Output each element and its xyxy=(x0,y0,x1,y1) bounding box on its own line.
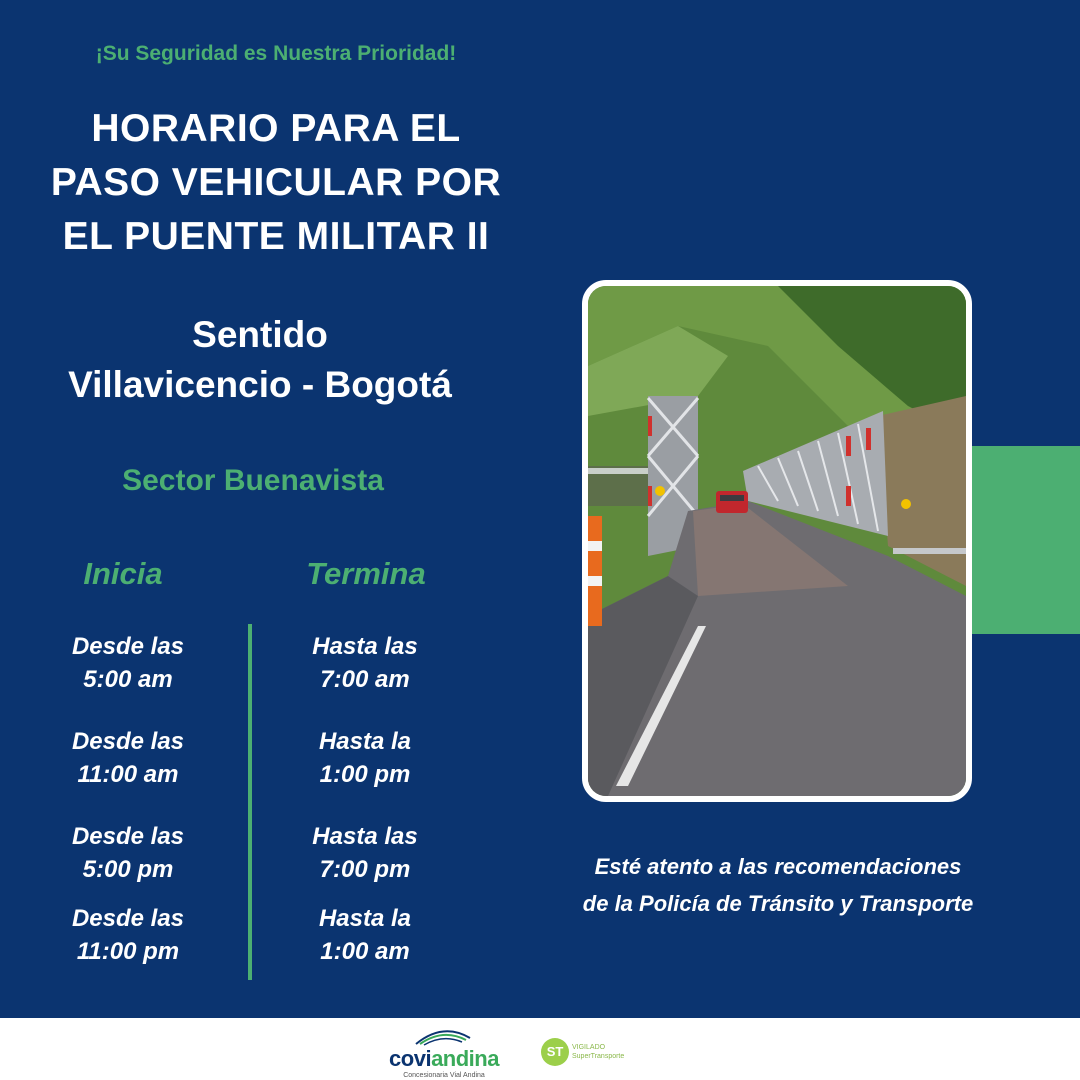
sector-label: Sector Buenavista xyxy=(122,464,384,497)
end-label: Hasta las xyxy=(312,633,418,660)
end-label: Hasta la xyxy=(318,905,412,932)
brand-name xyxy=(374,1046,514,1072)
end-label: Hasta la xyxy=(318,728,412,755)
brand-name-part1: covi xyxy=(389,1046,432,1071)
tagline: ¡Su Seguridad es Nuestra Prioridad! xyxy=(95,42,457,65)
bridge-photo xyxy=(582,280,972,802)
end-time: 1:00 am xyxy=(320,938,410,965)
decorative-green-bar xyxy=(972,446,1080,634)
supertransporte-text xyxy=(572,1043,624,1061)
main-title xyxy=(0,102,552,264)
start-time: 5:00 pm xyxy=(82,856,174,883)
title-line: HORARIO PARA EL xyxy=(91,107,461,150)
footer-bar xyxy=(0,1018,1080,1080)
end-time-1 xyxy=(255,630,475,696)
start-column-header: Inicia xyxy=(83,556,163,591)
start-label: Desde las xyxy=(71,728,185,755)
brand-name-part2: andina xyxy=(431,1046,499,1071)
bridge-photo-illustration xyxy=(588,286,966,796)
end-time: 1:00 pm xyxy=(319,761,411,788)
start-label: Desde las xyxy=(71,905,185,932)
start-time-4 xyxy=(18,902,238,968)
start-label: Desde las xyxy=(71,633,185,660)
st-line2: SuperTransporte xyxy=(572,1053,625,1060)
title-line: PASO VEHICULAR POR xyxy=(50,161,502,204)
start-time: 11:00 am xyxy=(77,761,179,788)
start-time: 11:00 pm xyxy=(76,938,180,965)
end-time: 7:00 am xyxy=(320,666,410,693)
notice-line: de la Policía de Tránsito y Transporte xyxy=(582,891,974,916)
logo-arcs-icon xyxy=(414,1026,472,1046)
supertransporte-badge-icon: ST xyxy=(541,1038,569,1066)
coviandina-logo xyxy=(374,1026,514,1079)
title-line: EL PUENTE MILITAR II xyxy=(62,215,490,258)
end-time-4 xyxy=(255,902,475,968)
notice-text xyxy=(548,848,1008,922)
direction-heading xyxy=(0,310,520,410)
end-column-header: Termina xyxy=(306,556,426,591)
start-time-2 xyxy=(18,725,238,791)
start-time-1 xyxy=(18,630,238,696)
start-time-3 xyxy=(18,820,238,886)
notice-line: Esté atento a las recomendaciones xyxy=(594,854,962,879)
direction-line: Villavicencio - Bogotá xyxy=(68,364,452,405)
direction-line: Sentido xyxy=(192,314,328,355)
st-line1: VIGILADO xyxy=(572,1044,606,1051)
end-time-2 xyxy=(255,725,475,791)
end-time-3 xyxy=(255,820,475,886)
end-label: Hasta las xyxy=(312,823,418,850)
start-time: 5:00 am xyxy=(83,666,173,693)
end-time: 7:00 pm xyxy=(319,856,411,883)
start-label: Desde las xyxy=(71,823,185,850)
schedule-divider xyxy=(248,624,252,980)
brand-subtitle: Concesionaria Vial Andina xyxy=(403,1072,485,1079)
